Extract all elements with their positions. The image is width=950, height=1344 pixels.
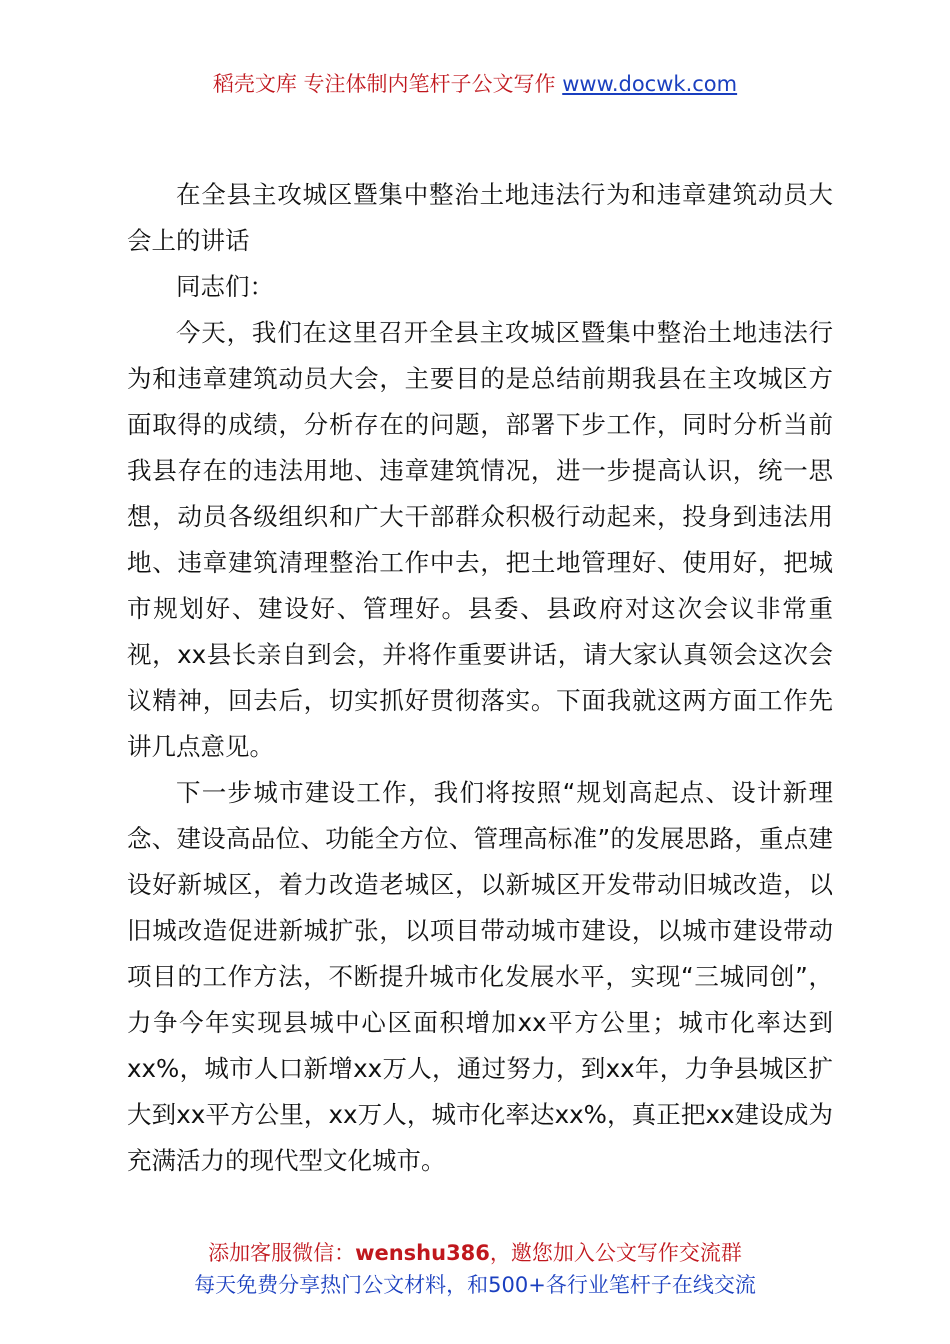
document-title: 在全县主攻城区暨集中整治土地违法行为和违章建筑动员大会上的讲话 — [127, 180, 833, 255]
footer-contact-prefix: 添加客服微信： — [208, 1241, 356, 1265]
footer-contact-suffix: ，邀您加入公文写作交流群 — [489, 1241, 742, 1265]
paragraph: 下一步城市建设工作，我们将按照“规划高起点、设计新理念、建设高品位、功能全方位、管理高标准”的发展思路，重点建设好新城区，着力改造老城区，以新城区开发带动旧城改造，以旧城改造促进新城扩张，以项目带动城市建设，以城市建设带动项目的工作方法，不断提升城市化发展水平，实现“三城同创”，力争今年实现县城中心区面积增加xx平方公里；城市化率达到xx%，城市人口新增xx万人，通过努力，到xx年，力争县城区扩大到xx平方公里，xx万人，城市化率达xx%，真正把xx建设成为充满活力的现代型文化城市。 — [127, 778, 833, 1175]
footer-promo-line: 每天免费分享热门公文材料，和500+各行业笔杆子在线交流 — [194, 1273, 756, 1297]
paragraph: 今天，我们在这里召开全县主攻城区暨集中整治土地违法行为和违章建筑动员大会，主要目的是总结前期我县在主攻城区方面取得的成绩，分析存在的问题，部署下步工作，同时分析当前我县存在的违法用地、违章建筑情况，进一步提高认识，统一思想，动员各级组织和广大干部群众积极行动起来，投身到违法用地、违章建筑清理整治工作中去，把土地管理好、使用好，把城市规划好、建设好、管理好。县委、县政府对这次会议非常重视，xx县长亲自到会，并将作重要讲话，请大家认真领会这次会议精神，回去后，切实抓好贯彻落实。下面我就这两方面工作先讲几点意见。 — [127, 318, 833, 761]
salutation: 同志们： — [176, 272, 274, 301]
document-body — [127, 172, 833, 1184]
website-link[interactable]: www.docwk.com — [562, 72, 738, 96]
brand-text: 稻壳文库 专注体制内笔杆子公文写作 — [212, 72, 563, 96]
wechat-id: wenshu386 — [355, 1241, 490, 1265]
footer-contact-line — [0, 1237, 950, 1269]
page-header — [0, 68, 950, 100]
page-footer — [0, 1237, 950, 1301]
